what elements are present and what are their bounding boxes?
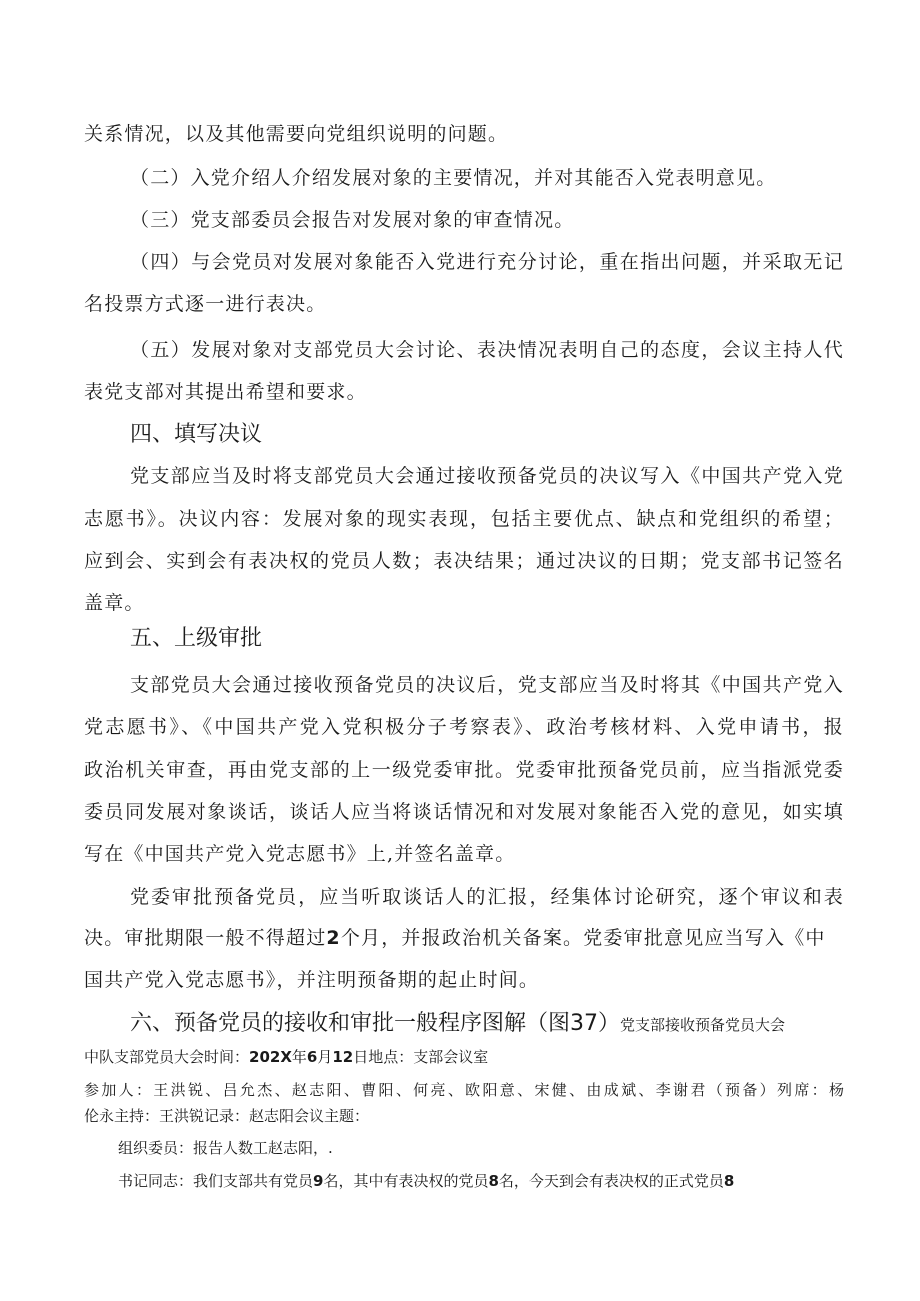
- paragraph-line: 党委审批预备党员，应当听取谈话人的汇报，经集体讨论研究，逐个审议和表: [130, 886, 844, 908]
- section-heading-5: 五、上级审批: [130, 626, 263, 651]
- number-run: 6: [306, 1048, 318, 1066]
- paragraph-line: 委员同发展对象谈话，谈话人应当将谈话情况和对发展对象能否入党的意见，如实填: [84, 801, 844, 823]
- paragraph-line: 党志愿书》、《中国共产党入党积极分子考察表》、政治考核材料、入党申请书，报: [84, 716, 844, 738]
- number-run: 12: [332, 1048, 354, 1066]
- text-run: 个月，并报政治机关备案。党委审批意见应当写入《中: [340, 927, 826, 949]
- paragraph-line: （五）发展对象对支部党员大会讨论、表决情况表明自己的态度，会议主持人代: [130, 339, 844, 361]
- paragraph-line: 志愿书》。决议内容：发展对象的现实表现，包括主要优点、缺点和党组织的希望；: [84, 508, 844, 530]
- meeting-time-line: [84, 1046, 844, 1068]
- text-run: 年: [291, 1048, 307, 1066]
- number-run: 8: [723, 1172, 735, 1190]
- text-run: 名，其中有表决权的党员: [323, 1172, 489, 1190]
- number-run: 2: [326, 927, 341, 949]
- text-run: 书记同志：我们支部共有党员: [118, 1172, 314, 1190]
- paragraph-line: 应到会、实到会有表决权的党员人数；表决结果；通过决议的日期；党支部书记签名: [84, 550, 844, 572]
- text-run: 月: [317, 1048, 333, 1066]
- paragraph-line: 党支部应当及时将支部党员大会通过接收预备党员的决议写入《中国共产党入党: [130, 465, 844, 487]
- organizer-line: 组织委员：报告人数工赵志阳，.: [118, 1139, 333, 1157]
- text-run: 中队支部党员大会时间：: [84, 1048, 250, 1066]
- secretary-line: [118, 1170, 844, 1192]
- paragraph-line: 写在《中国共产党入党志愿书》上,并签名盖章。: [84, 843, 516, 865]
- number-run: 202X: [249, 1048, 292, 1066]
- text-run: 日地点：支部会议室: [353, 1048, 489, 1066]
- paragraph-line: 国共产党入党志愿书》，并注明预备期的起止时间。: [84, 969, 540, 991]
- paragraph-line: 支部党员大会通过接收预备党员的决议后，党支部应当及时将其《中国共产党入: [130, 674, 844, 696]
- paragraph-line: 表党支部对其提出希望和要求。: [84, 381, 367, 403]
- number-run: 9: [313, 1172, 324, 1190]
- paragraph-line: 政治机关审查，再由党支部的上一级党委审批。党委审批预备党员前，应当指派党委: [84, 759, 844, 781]
- paragraph-line: （三）党支部委员会报告对发展对象的审查情况。: [130, 209, 575, 231]
- host-line: 伦永主持：王洪锐记录：赵志阳会议主题：: [84, 1107, 370, 1125]
- paragraph-line: 名投票方式逐一进行表决。: [84, 293, 327, 315]
- attendees-line: 参加人：王洪锐、吕允杰、赵志阳、曹阳、何亮、欧阳意、宋健、由成斌、李谢君（预备）列席：杨: [84, 1081, 844, 1099]
- paragraph-line: 关系情况，以及其他需要向党组织说明的问题。: [84, 123, 509, 145]
- text-run: 决。审批期限一般不得超过: [84, 927, 327, 949]
- section-heading-4: 四、填写决议: [130, 422, 263, 447]
- paragraph-line: [84, 925, 844, 951]
- section-heading-text: 六、预备党员的接收和审批一般程序图解（图37）: [130, 1011, 620, 1036]
- paragraph-line: （二）入党介绍人介绍发展对象的主要情况，并对其能否入党表明意见。: [130, 167, 777, 189]
- heading-tail: 党支部接收预备党员大会: [620, 1016, 786, 1034]
- paragraph-line: 盖章。: [84, 592, 145, 614]
- paragraph-line: （四）与会党员对发展对象能否入党进行充分讨论，重在指出问题，并采取无记: [130, 251, 844, 273]
- text-run: 名，今天到会有表决权的正式党员: [498, 1172, 724, 1190]
- number-run: 8: [488, 1172, 499, 1190]
- section-heading-6: [130, 1008, 840, 1041]
